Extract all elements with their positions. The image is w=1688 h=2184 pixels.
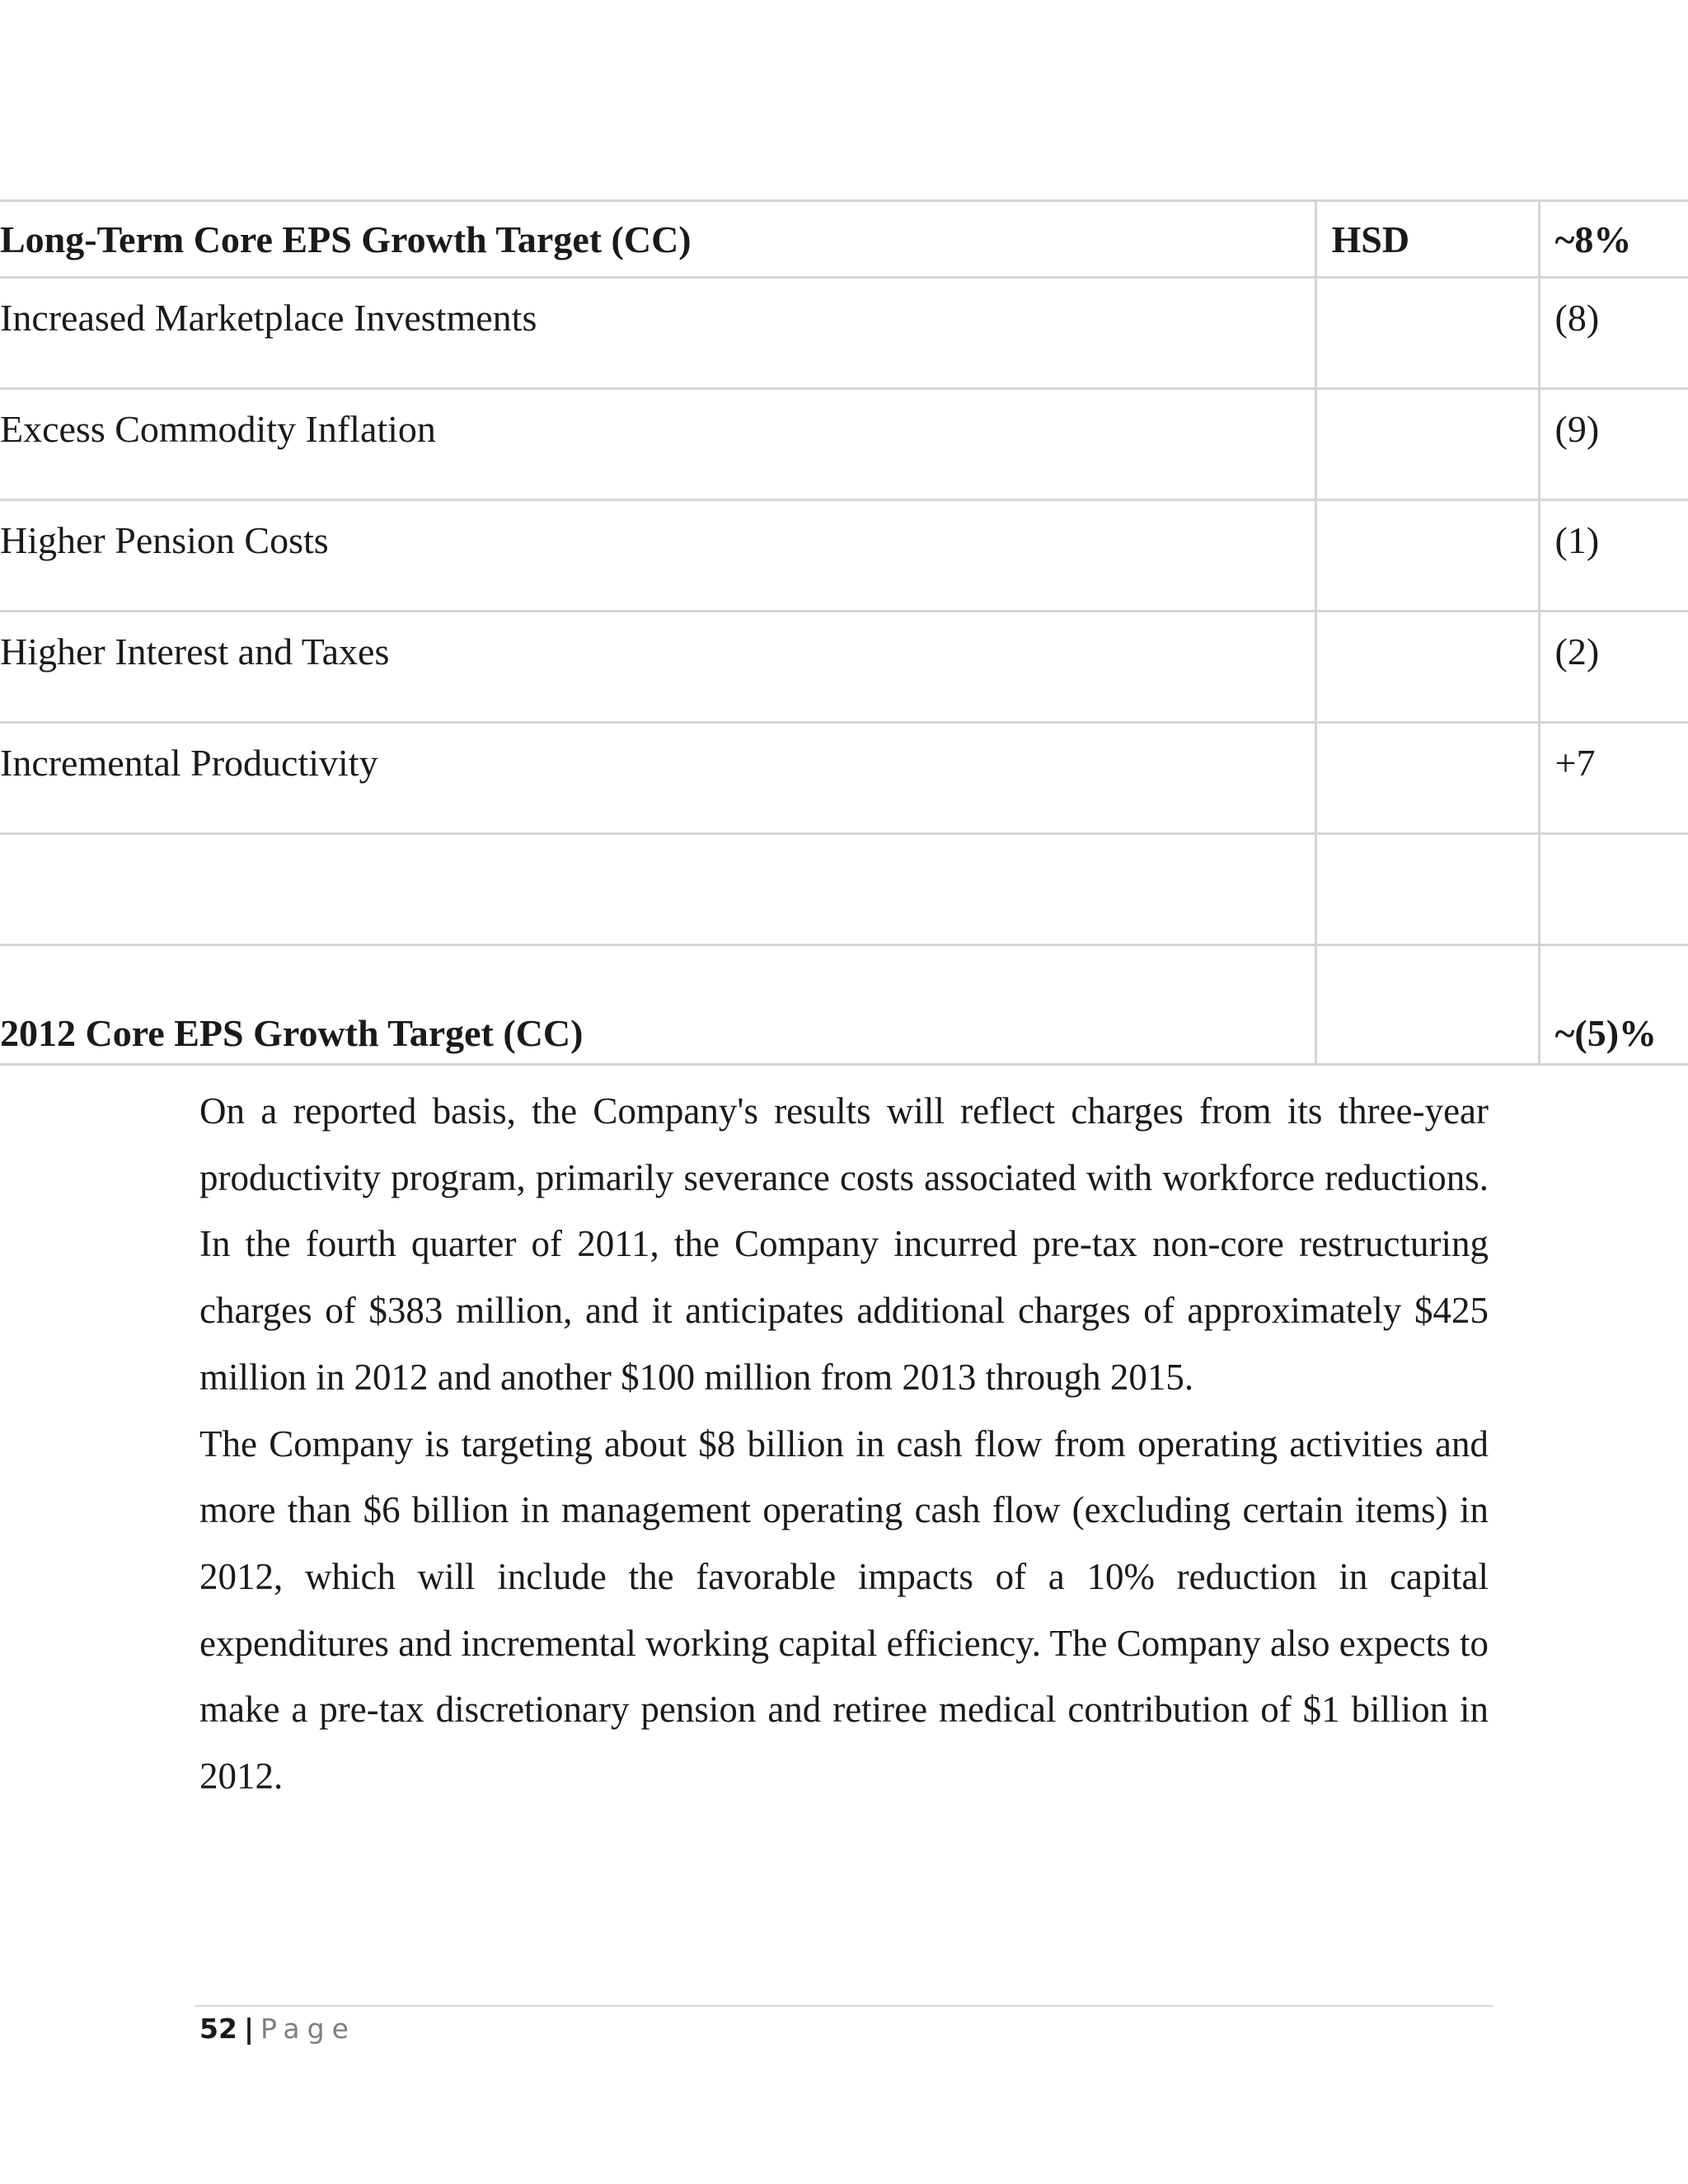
header-label: Long-Term Core EPS Growth Target (CC) (0, 201, 1315, 278)
row-label: Increased Marketplace Investments (0, 278, 1315, 389)
page-footer (199, 2011, 356, 2047)
table-row-empty (0, 834, 1688, 945)
row-value: (1) (1539, 500, 1688, 612)
table-row (0, 612, 1688, 723)
header-value: ~8% (1539, 201, 1688, 278)
row-label: Higher Interest and Taxes (0, 612, 1315, 723)
total-mid (1315, 945, 1539, 1065)
eps-growth-table (0, 199, 1688, 1066)
row-value: (8) (1539, 278, 1688, 389)
paragraph: On a reported basis, the Company's results will reflect charges from its three-year productivity program, primarily severance costs associated with workforce reductions. In the fourth quarter of 2011, the Company incurred pre-tax non-core restructuring charges of $383 million, and it anticipates additional charges of approximately $425 million in 2012 and another $100 million from 2013 through 2015. (199, 1090, 1489, 1398)
row-label (0, 834, 1315, 945)
total-label: 2012 Core EPS Growth Target (CC) (0, 945, 1315, 1065)
body-text (199, 1078, 1489, 1810)
row-mid (1315, 389, 1539, 500)
row-value (1539, 834, 1688, 945)
row-mid (1315, 612, 1539, 723)
footer-divider (195, 2005, 1493, 2007)
page-number: 52 (199, 2013, 237, 2045)
table-total-row (0, 945, 1688, 1065)
header-mid: HSD (1315, 201, 1539, 278)
row-value: (2) (1539, 612, 1688, 723)
row-mid (1315, 278, 1539, 389)
paragraph: The Company is targeting about $8 billion in cash flow from operating activities and more than $6 billion in management operating cash flow (excluding certain items) in 2012, which will include the favorable impacts of a 10% reduction in capital expenditures and incremental working capital efficiency. The Company also expects to make a pre-tax discretionary pension and retiree medical contribution of $1 billion in 2012. (199, 1422, 1489, 1797)
table-row (0, 500, 1688, 612)
row-mid (1315, 500, 1539, 612)
page-label: Page (260, 2013, 356, 2045)
table-row (0, 278, 1688, 389)
row-label: Higher Pension Costs (0, 500, 1315, 612)
row-label: Incremental Productivity (0, 723, 1315, 834)
row-value: +7 (1539, 723, 1688, 834)
table-row (0, 723, 1688, 834)
row-mid (1315, 723, 1539, 834)
row-mid (1315, 834, 1539, 945)
total-value: ~(5)% (1539, 945, 1688, 1065)
page-separator: | (243, 2013, 254, 2045)
table-row (0, 389, 1688, 500)
table-header-row (0, 201, 1688, 278)
row-value: (9) (1539, 389, 1688, 500)
row-label: Excess Commodity Inflation (0, 389, 1315, 500)
